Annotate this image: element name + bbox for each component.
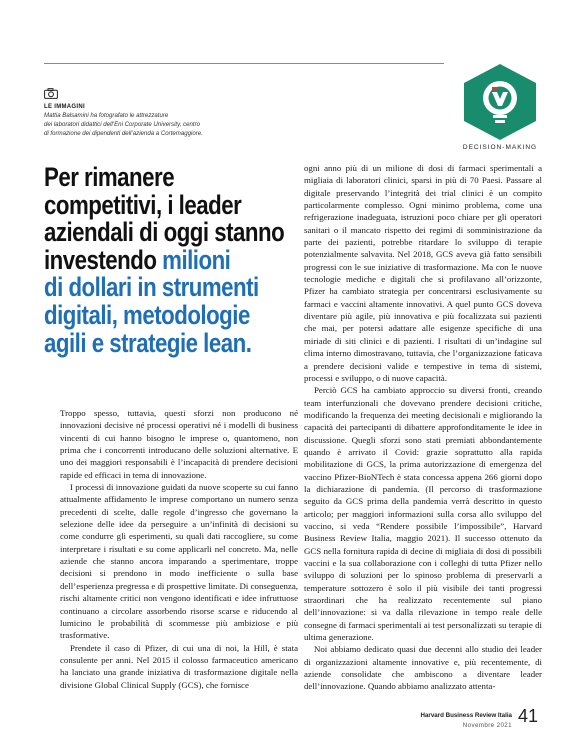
caption-line: di formazione dei dipendenti dell’azienda a Cortemaggiore.: [44, 130, 203, 137]
page-number: 41: [518, 706, 539, 726]
caption-line: Mattia Balsamini ha fotografato le attrezzature: [44, 112, 169, 119]
paragraph: Prendete il caso di Pfizer, di cui una di noi, la Hill, è stata consulente per anni. Nel 2015 il colosso farmaceutico americano ha lanciato una grande iniziativa di trasformazione digitale nella divisione Global Clinical Supply (GCS), che fornisce: [60, 642, 298, 690]
caption-line: dei laboratori didattici dell’Eni Corporate University, centro: [44, 121, 201, 128]
image-caption: [44, 88, 274, 138]
camera-icon: [44, 88, 58, 99]
headline-line: Per rimanere: [44, 162, 175, 192]
headline-line: digitali, metodologie: [44, 299, 250, 330]
caption-body: [44, 111, 274, 138]
right-text-column: [304, 162, 542, 693]
footer-publication: Harvard Business Review Italia: [420, 712, 512, 719]
headline-line: competitivi, i leader: [44, 189, 242, 220]
headline-line: aziendali di oggi stanno: [44, 217, 285, 248]
pull-quote-headline: [44, 162, 285, 358]
badge-label: DECISION-MAKING: [462, 144, 538, 151]
paragraph: ogni anno più di un milione di dosi di farmaci sperimentali a migliaia di laboratori clinici, sparsi in più di 70 Paesi. Passare al digitale preservando l’integrità dei trial clinici è un compito particolarmente complesso. Ogni minimo problema, come una refrigerazione inadeguata, istruzioni poco chiare per gli operatori sanitari o il mancato rispetto dei regimi di somministrazione da parte dei pazienti, potrebbe ritardare lo sviluppo di terapie potenzialmente salvavita. Nel 2018, GCS aveva già fatto sensibili progressi con le sue iniziative di trasformazione. Ma con le nuove tecnologie mediche e digitali che si profilavano all’orizzonte, Pfizer ha cambiato strategia per concentrarsi esclusivamente su farmaci e vaccini altamente innovativi. A quel punto GCS doveva diventare più agile, più innovativa e più focalizzata sui pazienti che mai, per potersi adattare alle esigenze specifiche di una miriade di siti clinici e di pazienti. I risultati di un’indagine sul clima interno dimostravano, tuttavia, che l’organizzazione faticava a prendere decisioni valide e tempestive in tema di sistemi, processi e sviluppo, o di nuove capacità.: [304, 163, 542, 383]
paragraph: Troppo spesso, tuttavia, questi sforzi non producono né innovazioni decisive né processi operativi né i modelli di business vincenti di cui hanno bisogno le imprese o, quantomeno, non prima che i concorrenti introducano delle soluzioni alternative. E uno dei maggiori responsabili è l’incapacità di prendere decisioni rapide ed efficaci in tema di innovazione.: [60, 408, 298, 480]
headline-line: agili e strategie lean.: [44, 327, 252, 358]
headline-line: investendo milioni: [44, 244, 231, 275]
decision-making-badge-icon: [459, 62, 541, 142]
top-rule: [44, 63, 444, 64]
paragraph: Perciò GCS ha cambiato approccio su diversi fronti, creando team interfunzionali che dovevano prendere decisioni critiche, modificando la frequenza dei meeting decisionali e migliorando la capacità dei partecipanti di dibattere approfonditamente le idee in discussione. Quegli sforzi sono stati premiati abbondantemente quando è arrivato il Covid: grazie soprattutto alla rapida mobilitazione di GCS, la prima autorizzazione di emergenza del vaccino Pfizer-BioNTech è stata concessa appena 266 giorni dopo la dichiarazione di pandemia. (Il percorso di trasformazione seguito da GCS prima della pandemia verrà descritto in questo articolo; per maggiori informazioni sulla corsa allo sviluppo del vaccino, si veda “Rendere possibile l’impossibile”, Harvard Business Review Italia, maggio 2021). Il successo ottenuto da GCS nella fornitura rapida di decine di migliaia di dosi di possibili vaccini e la sua collaborazione con i colleghi di tutta Pfizer nello sviluppo di soluzioni per lo spinoso problema di preservarli a temperature sottozero è solo il più visibile dei tanti progressi straordinari che ha realizzato recentemente sul piano dell’innovazione: si va dalla rilevazione in tempo reale delle consegne di farmaci sperimentali ai test personalizzati su terapie di ultima generazione.: [304, 385, 542, 643]
paragraph: Noi abbiamo dedicato quasi due decenni allo studio dei leader di organizzazioni altamente innovative e, più recentemente, di aziende consolidate che ambiscono a diventare leader dell’innovazione. Quando abbiamo analizzato attenta-: [304, 644, 542, 692]
footer-date: Novembre 2021: [462, 722, 512, 729]
headline-line: di dollari in strumenti: [44, 272, 259, 303]
caption-title: LE IMMAGINI: [44, 104, 85, 110]
paragraph: I processi di innovazione guidati da nuove scoperte su cui fanno attualmente affidamento le imprese comportano un numero senza precedenti di scelte, dalle regole d’ingresso che governano la selezione delle idee da perseguire a un’infinità di decisioni su come condurre gli esperimenti, su quali dati raccogliere, su come interpretare i risultati e su come applicarli nel concreto. Ma, nelle aziende che stanno ancora imparando a sperimentare, troppe decisioni si prendono in modo inefficiente o sulla base dell’esperienza pregressa e di prospettive limitate. Di conseguenza, rischi altamente critici non vengono identificati e idee infruttuose continuano a circolare assorbendo risorse scarse e riducendo al lumicino le probabilità di scommesse più ambiziose e più trasformative.: [60, 482, 298, 641]
left-text-column: [60, 407, 298, 691]
